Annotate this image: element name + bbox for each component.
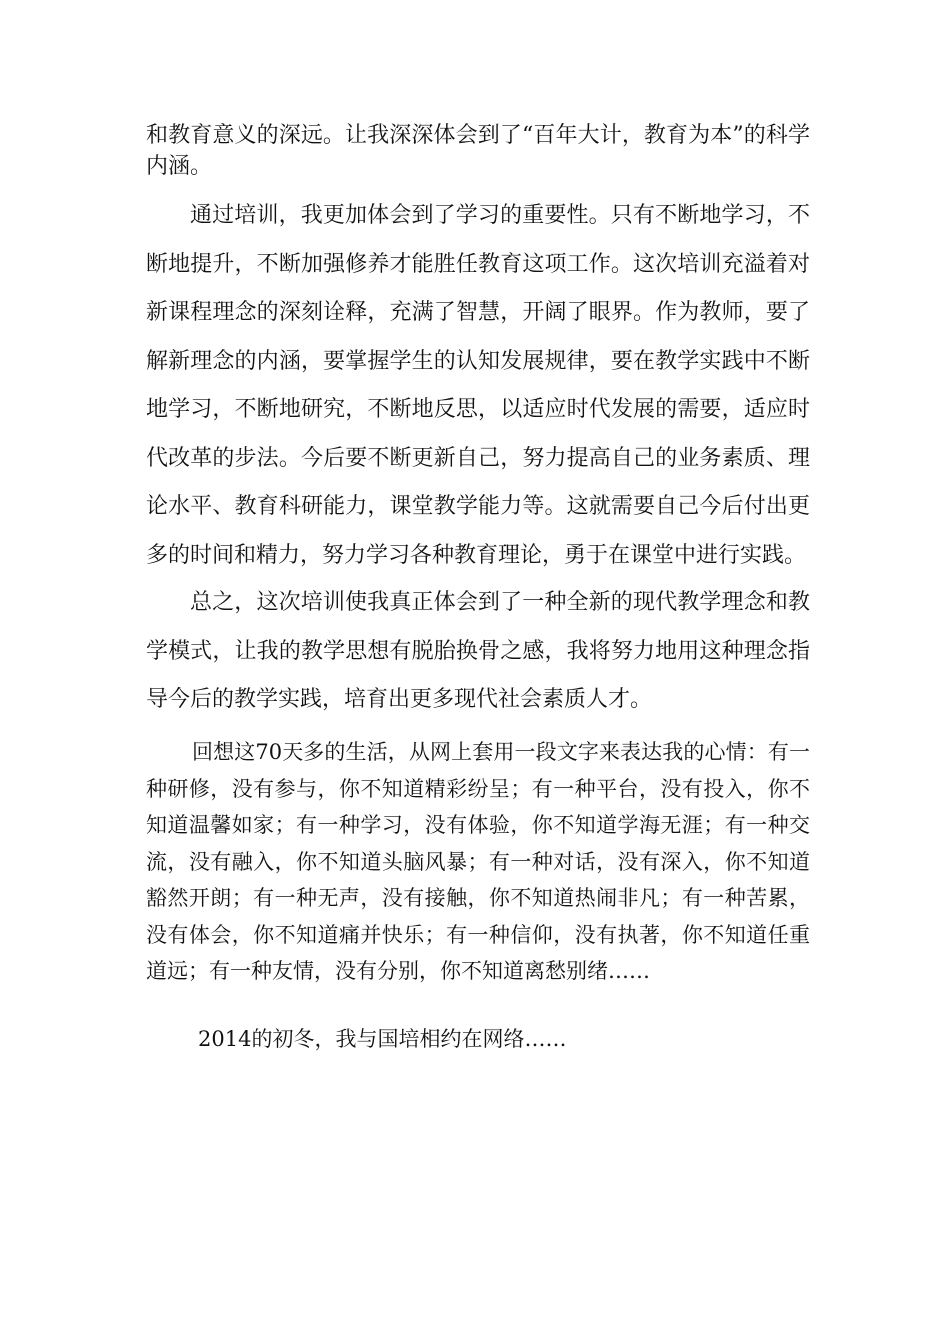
paragraph-3: 总之，这次培训使我真正体会到了一种全新的现代教学理念和教学模式，让我的教学思想有脱胎换骨之感，我将努力地用这种理念指导今后的教学实践，培育出更多现代社会素质人才。 xyxy=(146,590,810,712)
paragraph-4: 回想这70天多的生活，从网上套用一段文字来表达我的心情：有一种研修，没有参与，你不知道精彩纷呈；有一种平台，没有投入，你不知道温馨如家；有一种学习，没有体验，你不知道学海无涯；有一种交流，没有融入，你不知道头脑风暴；有一种对话，没有深入，你不知道豁然开朗；有一种无声，没有接触，你不知道热闹非凡；有一种苦累，没有体会，你不知道痛并快乐；有一种信仰，没有执著，你不知道任重道远；有一种友情，没有分别，你不知道离愁别绪…… xyxy=(146,740,810,983)
paragraph-1: 和教育意义的深远。让我深深体会到了“百年大计，教育为本”的科学内涵。 xyxy=(146,123,810,179)
paragraph-2: 通过培训，我更加体会到了学习的重要性。只有不断地学习，不断地提升，不断加强修养才能胜任教育这项工作。这次培训充溢着对新课程理念的深刻诠释，充满了智慧，开阔了眼界。作为教师，要了解新理念的内涵，要掌握学生的认知发展规律，要在教学实践中不断地学习，不断地研究，不断地反思，以适应时代发展的需要，适应时代改革的步法。今后要不断更新自己，努力提高自己的业务素质、理论水平、教育科研能力，课堂教学能力等。这就需要自己今后付出更多的时间和精力，努力学习各种教育理论，勇于在课堂中进行实践。 xyxy=(146,203,810,568)
paragraph-5: 2014的初冬，我与国培相约在网络…… xyxy=(198,1027,567,1051)
